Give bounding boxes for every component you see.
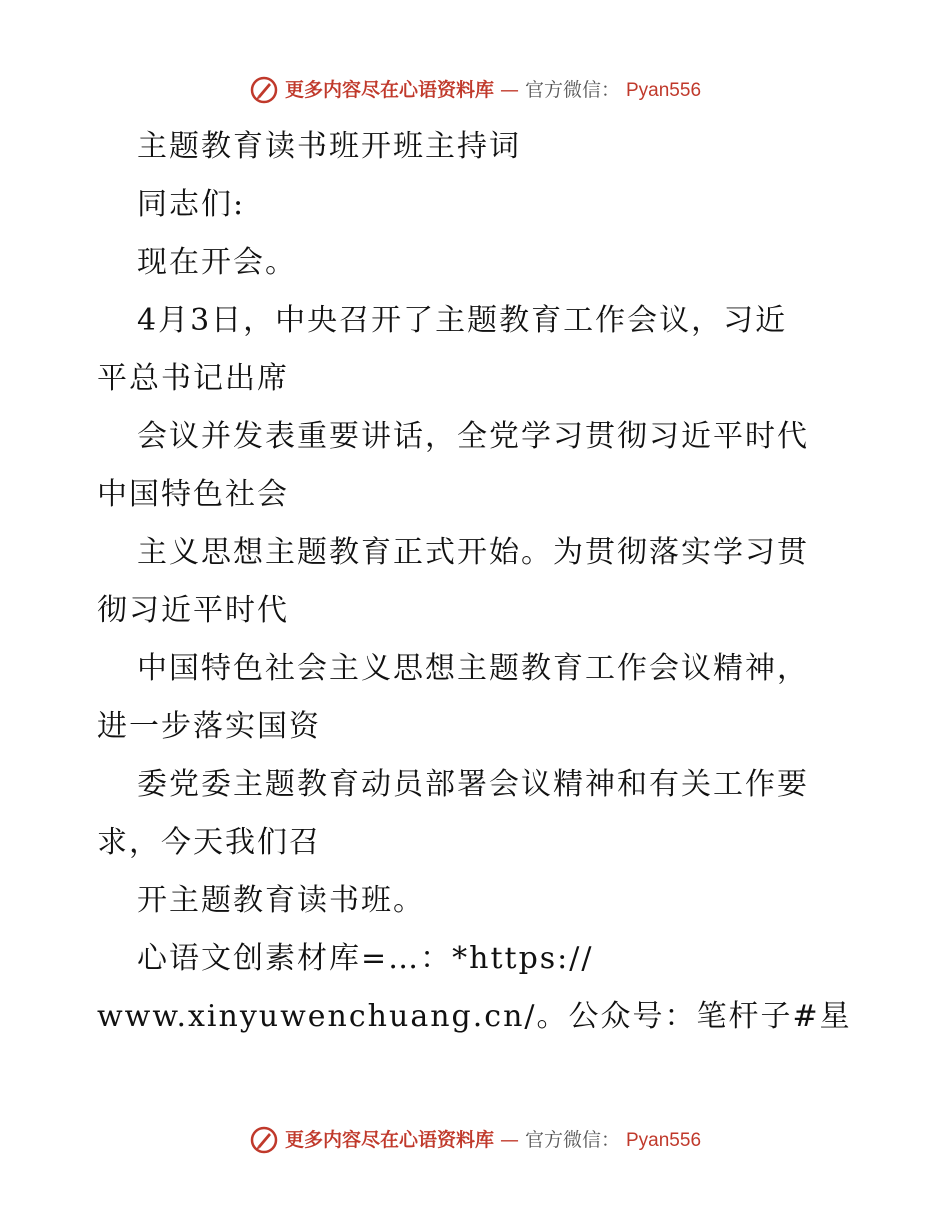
source-note-line: 心语文创素材库=…：*https:// [137,941,594,976]
paragraph-line: 中国特色社会主义思想主题教育工作会议精神， [137,651,809,686]
paragraph-line: 委党委主题教育动员部署会议精神和有关工作要 [137,767,809,802]
paragraph-line: 中国特色社会 [97,477,289,512]
paragraph-line: 求，今天我们召 [97,825,321,860]
paragraph-line: 现在开会。 [137,245,297,280]
banner-wechat-id: Pyan556 [626,1129,702,1151]
quill-logo-icon [249,1125,279,1155]
document-body [97,118,857,1046]
source-url-line: www.xinyuwenchuang.cn/。公众号：笔杆子#星 [97,999,852,1034]
paragraph-line: 进一步落实国资 [97,709,321,744]
banner-wechat-label: 官方微信： [524,78,620,101]
banner-wechat-label: 官方微信： [524,1128,620,1151]
header-banner [0,70,950,110]
banner-dash: — [499,78,519,101]
paragraph-line: 彻习近平时代 [97,593,289,628]
paragraph-line: 开主题教育读书班。 [137,883,425,918]
header-banner-content [249,75,701,105]
banner-promo-text: 更多内容尽在心语资料库 [284,1128,494,1151]
document-title: 主题教育读书班开班主持词 [137,129,521,164]
greeting: 同志们: [137,187,246,222]
footer-banner-content [249,1125,701,1155]
banner-dash: — [499,1128,519,1151]
footer-banner [0,1120,950,1160]
quill-logo-icon [249,75,279,105]
banner-wechat-id: Pyan556 [626,79,702,101]
banner-promo-text: 更多内容尽在心语资料库 [284,78,494,101]
paragraph-line: 平总书记出席 [97,361,289,396]
paragraph-line: 主义思想主题教育正式开始。为贯彻落实学习贯 [137,535,809,570]
paragraph-line: 会议并发表重要讲话，全党学习贯彻习近平时代 [137,419,809,454]
paragraph-line: 4月3日，中央召开了主题教育工作会议，习近 [137,303,788,338]
